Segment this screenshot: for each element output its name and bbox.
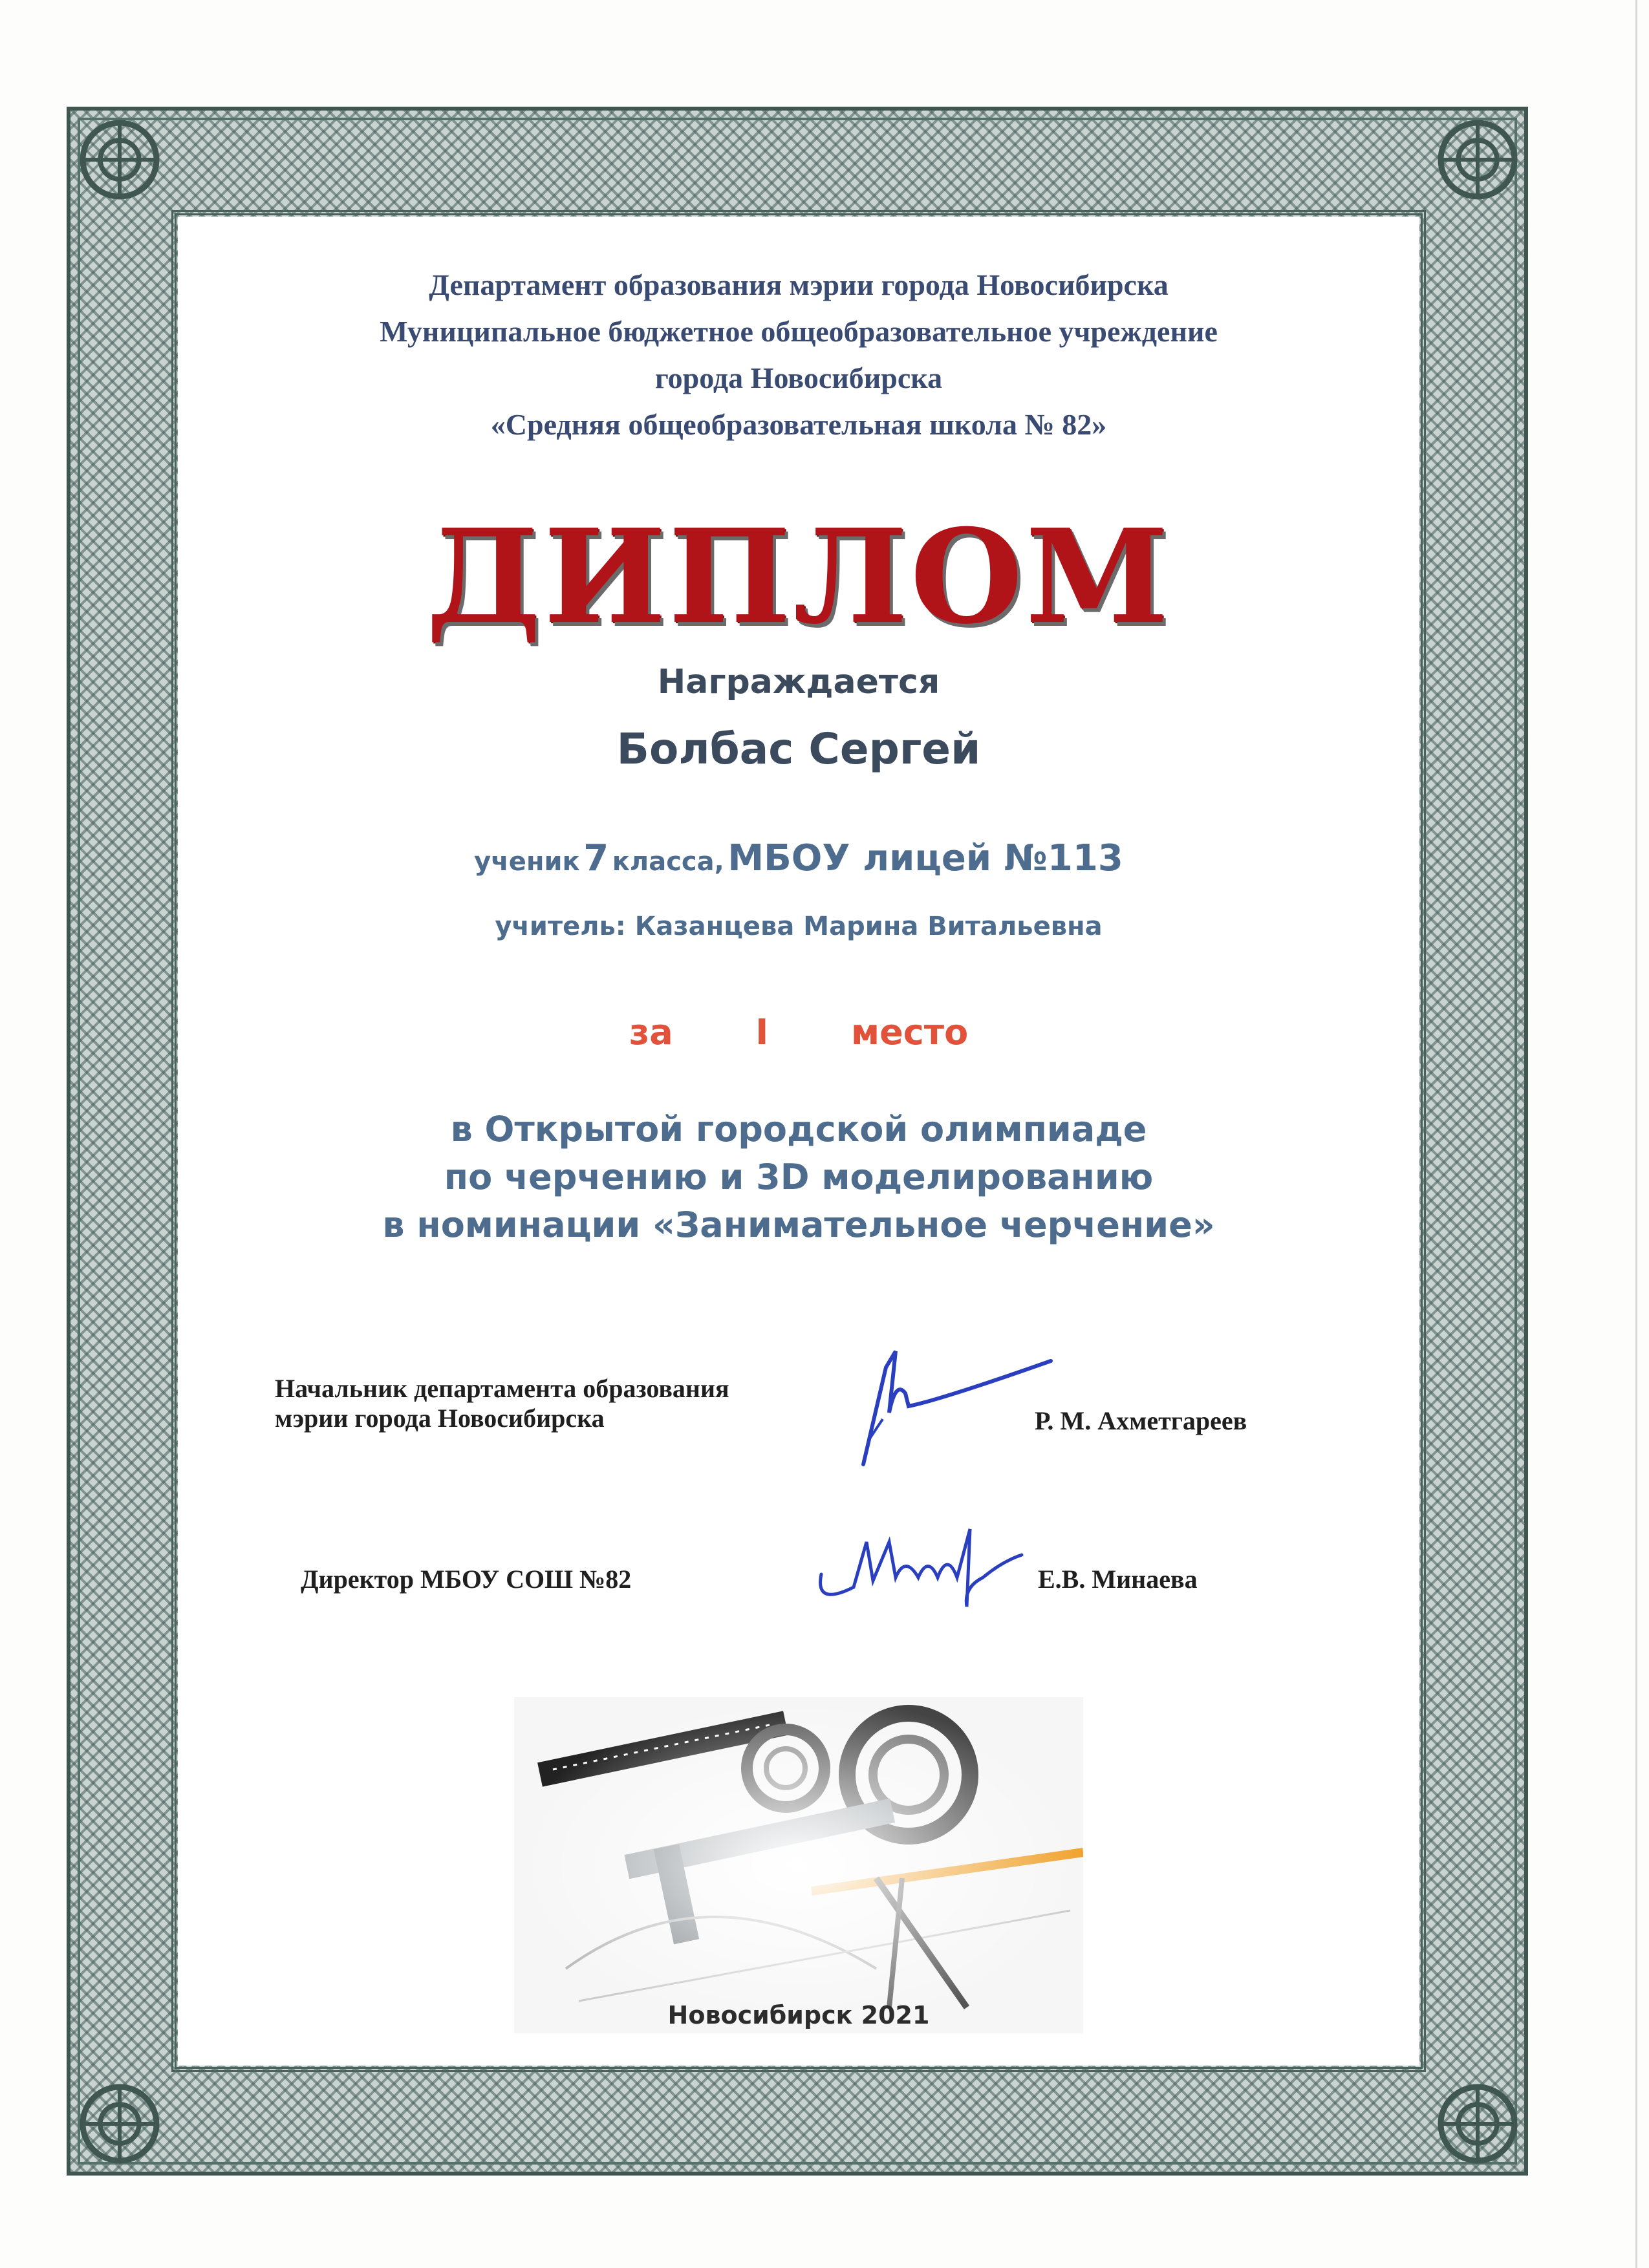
scan-edge <box>1635 0 1637 2268</box>
header-org <box>178 262 1419 448</box>
student-class-word: класса, <box>612 847 724 877</box>
header-line-3: города Новосибирска <box>654 361 943 394</box>
student-prefix: ученик <box>474 847 580 877</box>
head-name: Р. М. Ахметгареев <box>1035 1406 1247 1435</box>
mechanical-drawing-illustration <box>514 1697 1083 2033</box>
head-signature <box>850 1342 1057 1471</box>
student-school: МБОУ лицей №113 <box>727 837 1123 879</box>
director-signature <box>808 1516 1028 1613</box>
header-line-2: Муниципальное бюджетное общеобразовательное учреждение <box>380 315 1218 348</box>
place-suffix: место <box>851 1012 969 1053</box>
award-text: Награждается <box>657 663 940 701</box>
footer-city: Новосибирск 2021 <box>667 2001 930 2029</box>
ornament-corner-icon <box>1429 2075 1526 2172</box>
place-rank: I <box>755 1012 769 1053</box>
diploma-title: ДИПЛОМ <box>426 501 1172 653</box>
head-title-line-1: Начальник департамента образования <box>275 1374 729 1403</box>
header-line-1: Департамент образования мэрии города Новосибирска <box>429 268 1169 301</box>
director-name: Е.В. Минаева <box>1038 1565 1198 1594</box>
ornament-corner-icon <box>71 111 168 208</box>
head-title-line-2: мэрии города Новосибирска <box>275 1404 605 1433</box>
olympiad-line-3: в номинации «Занимательное черчение» <box>382 1204 1215 1245</box>
head-title <box>275 1374 729 1433</box>
olympiad-text <box>178 1106 1419 1249</box>
header-line-4: «Средняя общеобразовательная школа № 82» <box>490 408 1107 441</box>
director-title: Директор МБОУ СОШ №82 <box>301 1565 632 1594</box>
student-grade: 7 <box>583 837 609 879</box>
ornament-corner-icon <box>71 2075 168 2172</box>
olympiad-line-1: в Открытой городской олимпиаде <box>450 1109 1147 1150</box>
student-line <box>178 837 1419 879</box>
place-line <box>178 1012 1419 1053</box>
recipient-name: Болбас Сергей <box>616 724 981 774</box>
ornament-corner-icon <box>1429 111 1526 208</box>
teacher-line: учитель: Казанцева Марина Витальевна <box>495 912 1103 941</box>
diploma-content <box>178 217 1419 2066</box>
place-prefix: за <box>629 1012 673 1053</box>
olympiad-line-2: по черчению и 3D моделированию <box>444 1157 1154 1197</box>
